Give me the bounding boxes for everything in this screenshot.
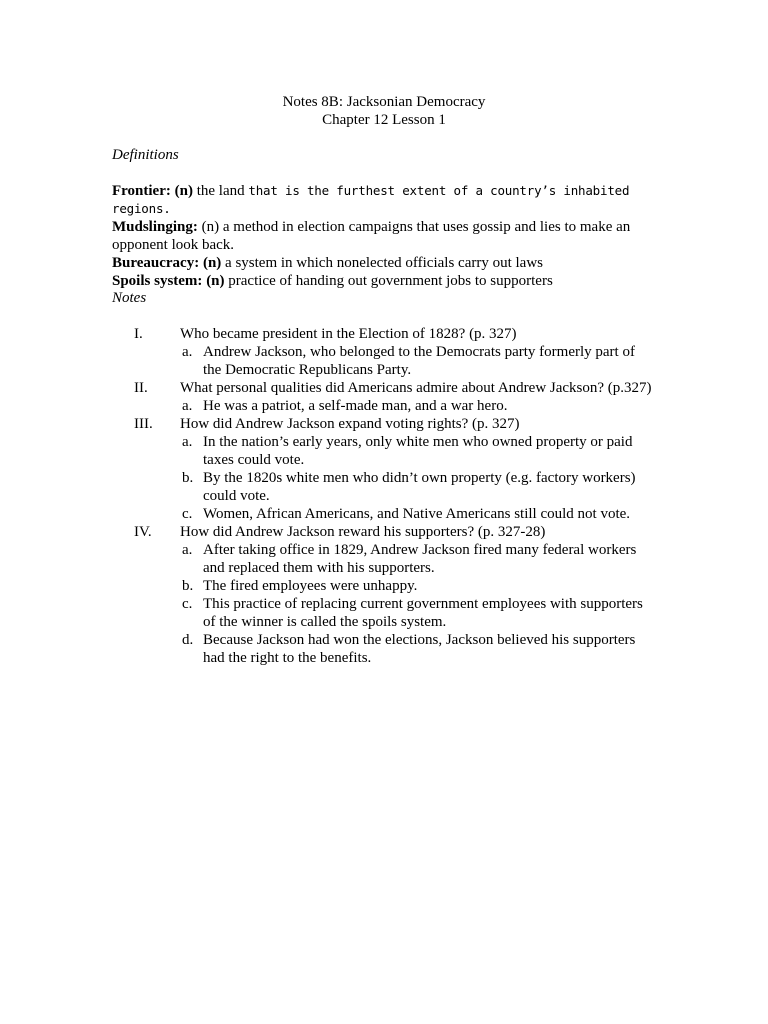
- definitions-heading: Definitions: [112, 147, 179, 163]
- definition-term: Bureaucracy:: [112, 255, 200, 271]
- notes-heading: Notes: [112, 290, 147, 306]
- answer-letter: d.: [182, 632, 194, 648]
- definition-frontier: [112, 182, 652, 218]
- outline-question: [112, 523, 657, 541]
- answer-text: Andrew Jackson, who belonged to the Democrats party formerly part of the Democratic Republicans Party.: [203, 344, 635, 378]
- outline-answer: [112, 631, 657, 667]
- answer-text: Because Jackson had won the elections, Jackson believed his supporters had the right to the benefits.: [203, 632, 636, 666]
- definitions-list: [112, 182, 652, 290]
- outline-question: [112, 325, 657, 343]
- definition-text: a system in which nonelected officials carry out laws: [221, 255, 544, 271]
- definition-text: (n) a method in election campaigns that uses gossip and lies to make an opponent look back.: [112, 219, 631, 253]
- outline-numeral: II.: [134, 380, 148, 396]
- question-text: What personal qualities did Americans admire about Andrew Jackson? (p.327): [180, 380, 652, 396]
- definition-text: the land: [192, 183, 249, 199]
- outline-answer: [112, 505, 657, 523]
- question-text: Who became president in the Election of 1828? (p. 327): [180, 326, 517, 342]
- answer-text: The fired employees were unhappy.: [203, 578, 418, 594]
- answer-letter: a.: [182, 434, 193, 450]
- definition-pos: (n): [206, 273, 225, 289]
- outline-numeral: III.: [134, 416, 153, 432]
- definition-mudslinging: [112, 218, 652, 254]
- answer-letter: c.: [182, 596, 193, 612]
- document-subtitle: Chapter 12 Lesson 1: [322, 112, 446, 128]
- outline-answer: [112, 595, 657, 631]
- outline-numeral: I.: [134, 326, 143, 342]
- definition-text: practice of handing out government jobs to supporters: [224, 273, 553, 289]
- definition-term: Spoils system:: [112, 273, 203, 289]
- definition-pos: (n): [202, 255, 222, 271]
- definition-spoils-system: [112, 272, 652, 290]
- definition-bureaucracy: [112, 254, 652, 272]
- answer-letter: a.: [182, 344, 193, 360]
- definition-term: Mudslinging:: [112, 219, 198, 235]
- answer-letter: a.: [182, 398, 193, 414]
- outline-question: [112, 415, 657, 433]
- question-text: How did Andrew Jackson reward his supporters? (p. 327-28): [180, 524, 546, 540]
- notes-outline: [112, 325, 657, 667]
- definition-pos: (n): [174, 183, 193, 199]
- answer-letter: c.: [182, 506, 193, 522]
- answer-text: He was a patriot, a self-made man, and a war hero.: [203, 398, 508, 414]
- definition-term: Frontier:: [112, 183, 171, 199]
- outline-answer: [112, 469, 657, 505]
- answer-letter: b.: [182, 578, 194, 594]
- outline-answer: [112, 343, 657, 379]
- outline-question: [112, 379, 657, 397]
- answer-letter: a.: [182, 542, 193, 558]
- answer-text: By the 1820s white men who didn’t own property (e.g. factory workers) could vote.: [203, 470, 636, 504]
- outline-answer: [112, 433, 657, 469]
- outline-answer: [112, 541, 657, 577]
- document-title: Notes 8B: Jacksonian Democracy: [282, 94, 486, 110]
- title-block: [0, 93, 768, 129]
- outline-answer: [112, 577, 657, 595]
- answer-text: After taking office in 1829, Andrew Jackson fired many federal workers and replaced them with his supporters.: [203, 542, 637, 576]
- answer-text: This practice of replacing current government employees with supporters of the winner is called the spoils system.: [203, 596, 643, 630]
- answer-text: In the nation’s early years, only white men who owned property or paid taxes could vote.: [203, 434, 633, 468]
- definition-text-continued: that is the furthest extent of a country’s inhabited regions.: [112, 183, 630, 216]
- outline-numeral: IV.: [134, 524, 152, 540]
- answer-letter: b.: [182, 470, 194, 486]
- outline-answer: [112, 397, 657, 415]
- question-text: How did Andrew Jackson expand voting rights? (p. 327): [180, 416, 520, 432]
- answer-text: Women, African Americans, and Native Americans still could not vote.: [203, 506, 631, 522]
